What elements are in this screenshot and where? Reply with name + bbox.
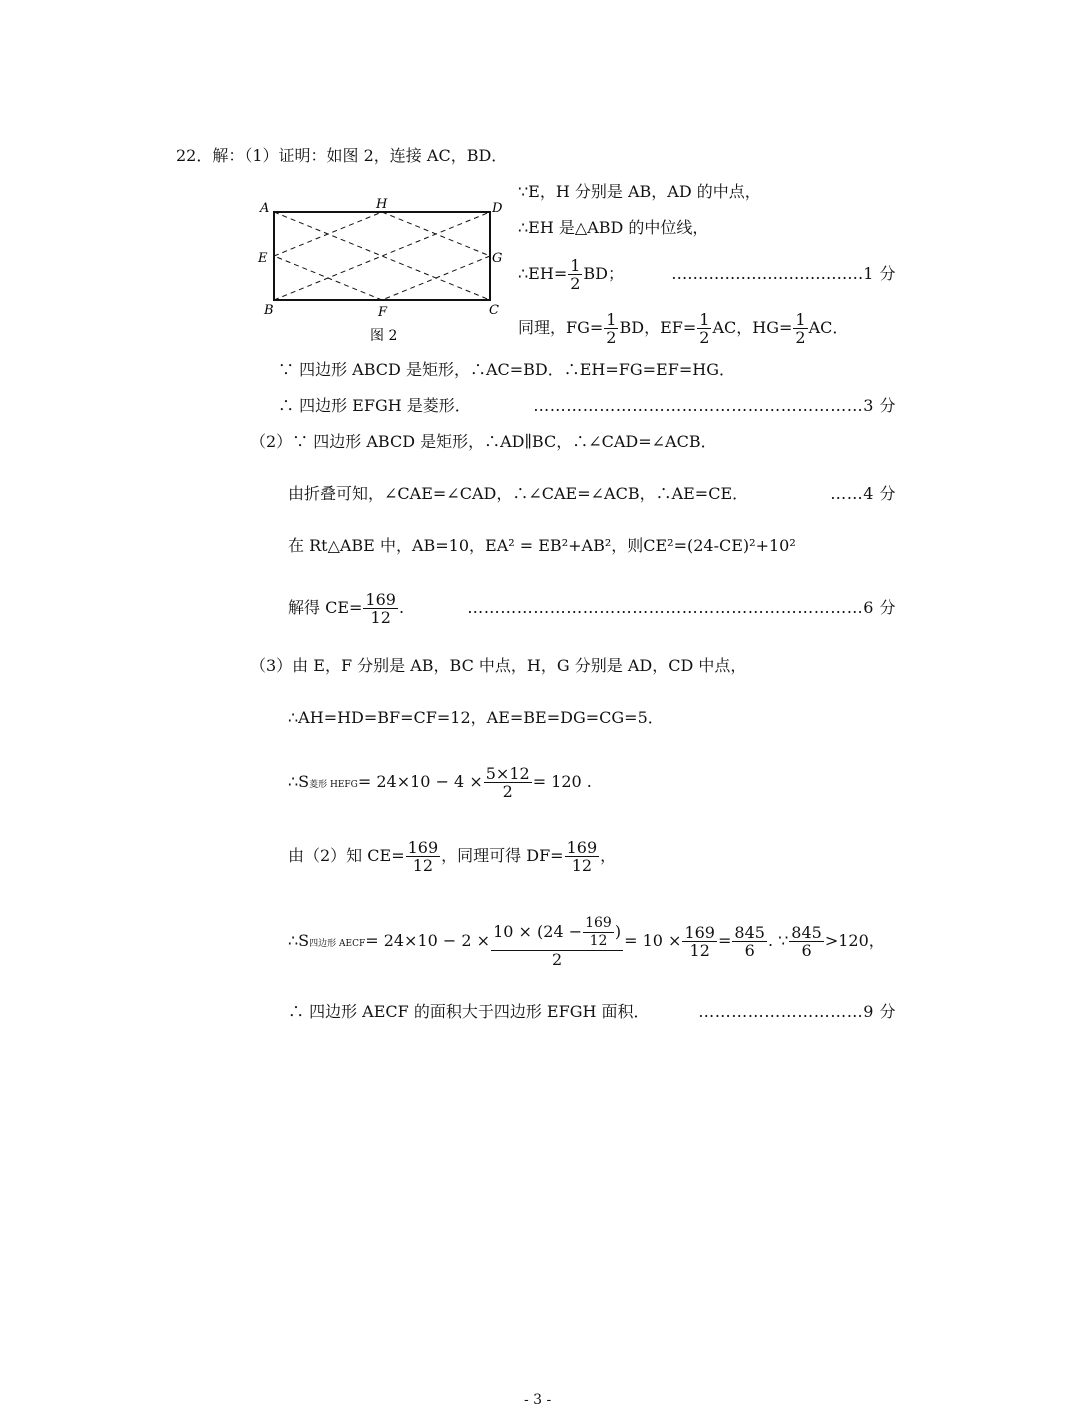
part1-line1: ∵E，H 分别是 AB，AD 的中点，: [518, 182, 761, 201]
part1-line6: ∴ 四边形 EFGH 是菱形．: [278, 396, 471, 415]
part3-line6: ∴ 四边形 AECF 的面积大于四边形 EFGH 面积．: [288, 1002, 650, 1021]
part1-line5: ∵ 四边形 ABCD 是矩形，∴AC=BD．∴EH=FG=EF=HG．: [278, 360, 735, 379]
part3-line3: ∴S菱形 HEFG= 24×10 − 4 × $\frac{5\times 12}{2}$ = 120 .: [288, 764, 592, 801]
part2-line2: 由折叠可知，∠CAE=∠CAD，∴∠CAE=∠ACB，∴AE=CE．: [288, 484, 749, 503]
part3-line1: （3）由 E，F 分别是 AB，BC 中点，H，G 分别是 AD，CD 中点，: [250, 656, 747, 675]
score-mark-9: …………………………9 分: [698, 1002, 896, 1021]
fraction-169-12: $\frac{169}{12}$: [365, 590, 396, 627]
part3-line2: ∴AH=HD=BF=CF=12，AE=BE=DG=CG=5．: [288, 708, 664, 727]
figure-2-rectangle-diagram: [252, 192, 522, 347]
label-d: D: [492, 201, 503, 216]
score-mark-6: ………………………………………………………………6 分: [467, 598, 896, 617]
part2-line1: （2）∵ 四边形 ABCD 是矩形，∴AD∥BC，∴∠CAD=∠ACB．: [250, 432, 717, 451]
label-f: F: [378, 305, 388, 320]
label-c: C: [489, 303, 499, 318]
label-e: E: [258, 251, 268, 266]
rhombus-side-gf: [382, 256, 490, 300]
part1-line3: ∴EH= $\frac{1}{2}$ BD；: [518, 256, 624, 293]
score-mark-4: ……4 分: [830, 484, 896, 503]
page-number: - 3 -: [524, 1392, 552, 1408]
part2-line3: 在 Rt△ABE 中，AB=10，EA² = EB²+AB²，则CE²=(24-CE)²+10²: [288, 536, 796, 555]
part2-line4: 解得 CE= $\frac{169}{12}$ .: [288, 590, 405, 627]
label-g: G: [492, 251, 503, 266]
score-mark-1: ………………………………1 分: [671, 264, 896, 283]
problem-header: 22．解：（1）证明：如图 2，连接 AC，BD．: [176, 146, 508, 165]
part3-line5: ∴S四边形 AECF= 24×10 − 2 × 10 × (24 − $\frac{169}{12}$ ) 2 = 10 × $\frac{169}{12}$ = $\frac{845}{6}$ . ∵ $\frac{845}{6}$ >120，: [288, 915, 885, 969]
rhombus-side-hg: [382, 212, 490, 256]
label-b: B: [264, 303, 274, 318]
fraction-half: $\frac{1}{2}$: [570, 256, 581, 293]
part1-line2: ∴EH 是△ABD 的中位线，: [518, 218, 709, 237]
figure-caption: 图 2: [370, 328, 398, 344]
label-a: A: [260, 201, 270, 216]
part1-line4: 同理，FG= $\frac{1}{2}$ BD，EF= $\frac{1}{2}$ AC，HG= $\frac{1}{2}$ AC．: [518, 310, 849, 347]
part3-line4: 由（2）知 CE= $\frac{169}{12}$ ，同理可得 DF= $\frac{169}{12}$ ，: [288, 838, 617, 875]
label-h: H: [376, 197, 388, 212]
score-mark-3: ……………………………………………………3 分: [533, 396, 896, 415]
fraction-area-aecf: 10 × (24 − $\frac{169}{12}$ ) 2: [493, 915, 622, 969]
